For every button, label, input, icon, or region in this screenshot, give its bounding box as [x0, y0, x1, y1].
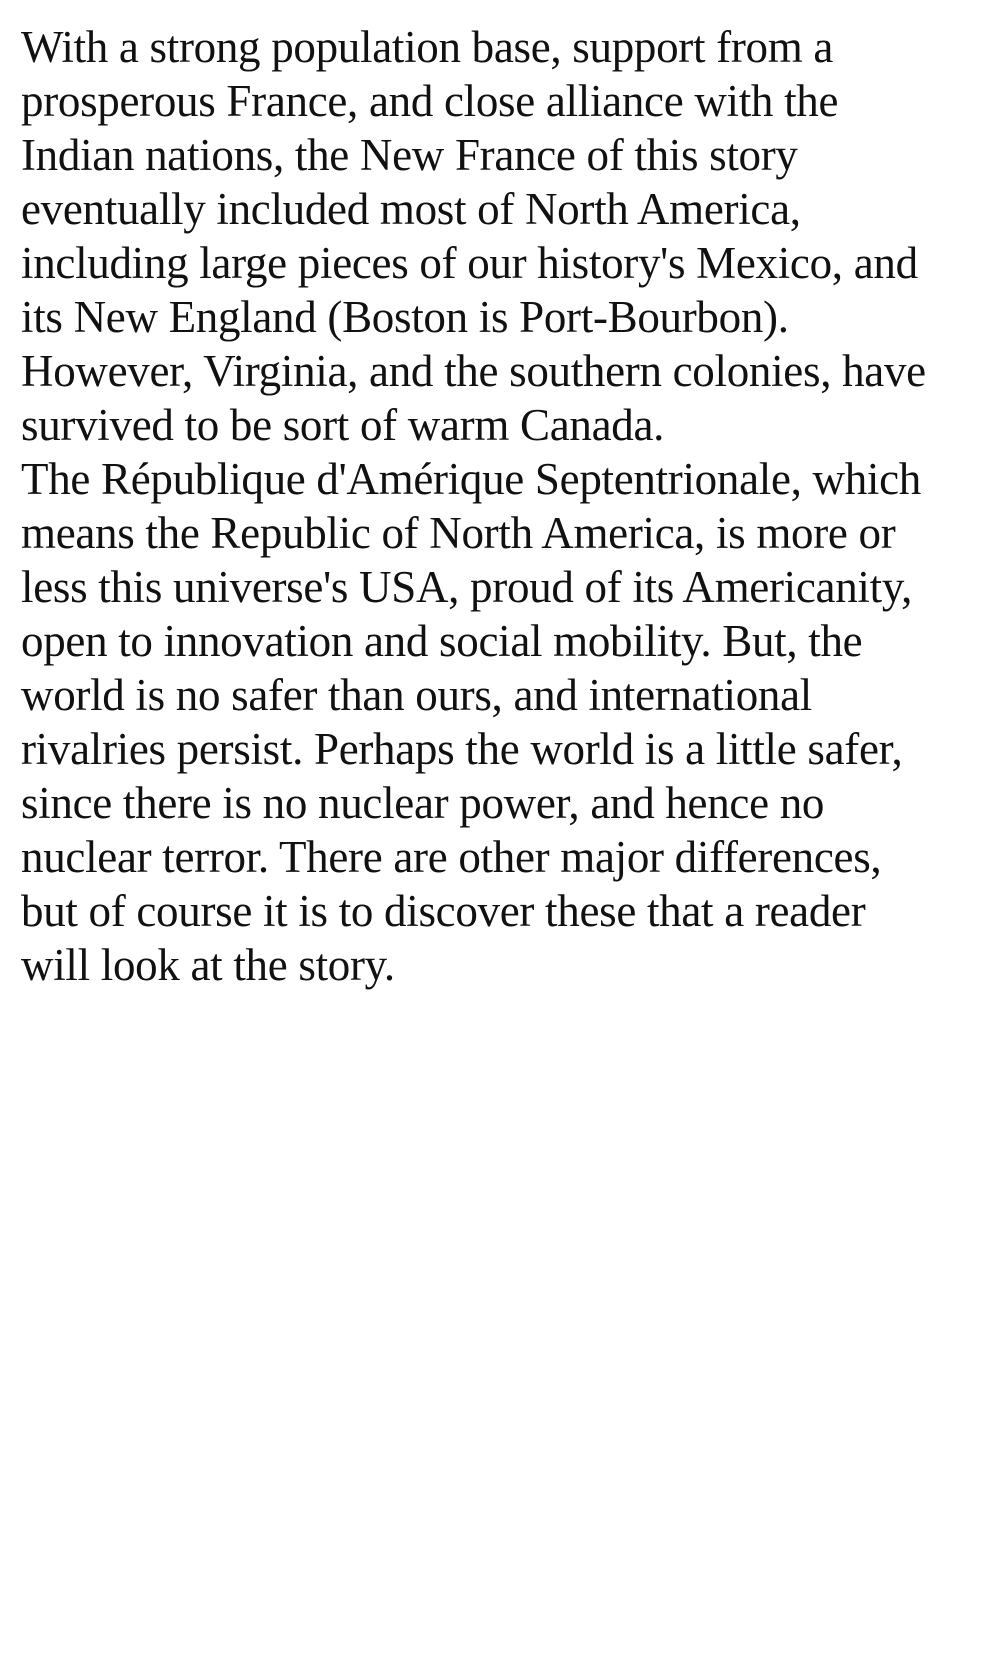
text-line: including large pieces of our history's Mexico, and	[21, 238, 918, 288]
paragraph-republique	[21, 452, 980, 992]
text-line: but of course it is to discover these that a reader	[21, 886, 866, 936]
text-line: eventually included most of North America,	[21, 184, 801, 234]
text-line: its New England (Boston is Port-Bourbon).	[21, 292, 789, 342]
text-line: The République d'Amérique Septentrionale, which	[21, 454, 922, 504]
text-line: means the Republic of North America, is more or	[21, 508, 896, 558]
text-line: open to innovation and social mobility. But, the	[21, 616, 863, 666]
text-line: Indian nations, the New France of this story	[21, 130, 798, 180]
text-line: since there is no nuclear power, and hence no	[21, 778, 825, 828]
text-line: rivalries persist. Perhaps the world is a little safer,	[21, 724, 903, 774]
text-line: prosperous France, and close alliance with the	[21, 76, 839, 126]
text-line: With a strong population base, support from a	[21, 22, 834, 72]
text-line: will look at the story.	[21, 940, 395, 990]
text-line: less this universe's USA, proud of its Americanity,	[21, 562, 913, 612]
text-line: survived to be sort of warm Canada.	[21, 400, 665, 450]
text-line: However, Virginia, and the southern colonies, have	[21, 346, 926, 396]
paragraph-new-france	[21, 20, 980, 452]
text-line: world is no safer than ours, and international	[21, 670, 812, 720]
text-line: nuclear terror. There are other major differences,	[21, 832, 882, 882]
